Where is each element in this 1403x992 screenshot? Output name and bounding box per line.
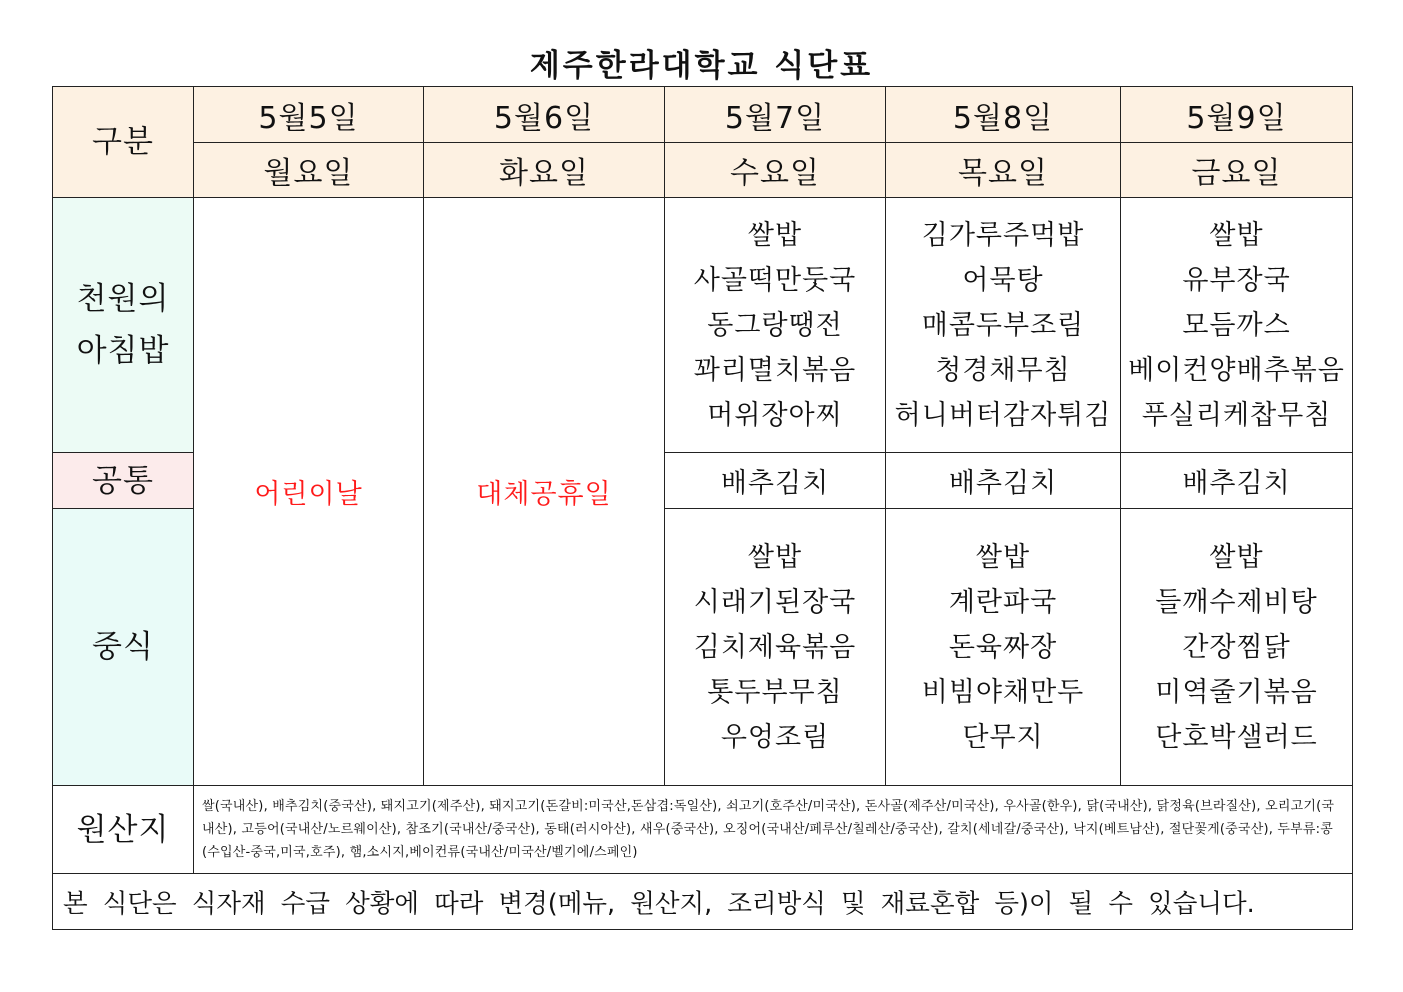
common-cell-thu: 배추김치 [886,453,1121,509]
menu-item: 쌀밥 [1209,219,1264,251]
menu-item: 베이컨양배추볶음 [1128,354,1345,386]
menu-item: 꽈리멸치볶음 [693,354,857,386]
breakfast-cell-fri [1121,198,1353,453]
menu-item: 동그랑땡전 [707,309,843,341]
breakfast-category-cell [53,198,194,453]
weekday-cell-tue: 화요일 [424,143,665,198]
date-cell-wed: 5월7일 [665,87,886,143]
lunch-category-cell: 중식 [53,509,194,786]
menu-item: 단무지 [962,721,1044,753]
category-header-cell [53,87,194,198]
menu-item: 단호박샐러드 [1155,721,1318,753]
date-cell-mon: 5월5일 [194,87,424,143]
breakfast-cell-wed [665,198,886,453]
menu-item: 시래기된장국 [693,586,857,618]
common-category-cell: 공통 [53,453,194,509]
breakfast-category-line1: 천원의 [76,281,170,317]
menu-item: 사골떡만둣국 [693,264,857,296]
origin-info-cell: 쌀(국내산), 배추김치(중국산), 돼지고기(제주산), 돼지고기(돈갈비:미국산,돈삼겹:독일산), 쇠고기(호주산/미국산), 돈사골(제주산/미국산), 우사골(한우), 닭(국내산), 닭정육(브라질산), 오리고기(국내산), 고등어(국내산/노르웨이산), 참조기(국내산/중국산), 동태(러시아산), 새우(중국산), 오징어(국내산/페루산/칠레산/중국산), 갈치(세네갈/중국산), 낙지(베트남산), 절단꽃게(중국산), 두부류:콩(수입산-중국,미국,호주), 햄,소시지,베이컨류(국내산/미국산/벨기에/스페인) [194,786,1353,874]
lunch-cell-thu [886,509,1121,786]
weekday-cell-fri: 금요일 [1121,143,1353,198]
category-header-label: 구분 [92,124,154,160]
weekday-cell-mon: 월요일 [194,143,424,198]
weekday-cell-thu: 목요일 [886,143,1121,198]
origin-category-cell: 원산지 [53,786,194,874]
page-title: 제주한라대학교 식단표 [529,48,874,84]
common-cell-fri: 배추김치 [1121,453,1353,509]
lunch-cell-fri [1121,509,1353,786]
breakfast-cell-thu [886,198,1121,453]
date-cell-tue: 5월6일 [424,87,665,143]
menu-item: 우엉조림 [720,721,830,753]
date-cell-fri: 5월9일 [1121,87,1353,143]
common-cell-wed: 배추김치 [665,453,886,509]
menu-item: 간장찜닭 [1182,631,1291,663]
menu-item: 톳두부무침 [707,676,843,708]
holiday-cell-tue: 대체공휴일 [424,198,665,786]
notice-text: 본 식단은 식자재 수급 상황에 따라 변경(메뉴, 원산지, 조리방식 및 재료혼합 등)이 될 수 있습니다. [53,874,1353,930]
menu-item: 매콤두부조림 [921,309,1085,341]
menu-item: 들깨수제비탕 [1155,586,1318,618]
menu-item: 머위장아찌 [707,399,843,431]
holiday-cell-mon: 어린이날 [194,198,424,786]
breakfast-category-line2: 아침밥 [76,333,170,369]
menu-item: 청경채무침 [935,354,1071,386]
menu-item: 유부장국 [1182,264,1291,296]
menu-item: 김치제육볶음 [693,631,857,663]
menu-item: 어묵탕 [962,264,1044,296]
menu-item: 쌀밥 [747,219,803,251]
menu-item: 김가루주먹밥 [921,219,1085,251]
menu-item: 쌀밥 [747,541,803,573]
menu-item: 계란파국 [948,586,1058,618]
menu-item: 쌀밥 [1209,541,1264,573]
date-cell-thu: 5월8일 [886,87,1121,143]
menu-item: 미역줄기볶음 [1155,676,1318,708]
menu-item: 비빔야채만두 [921,676,1085,708]
weekday-cell-wed: 수요일 [665,143,886,198]
menu-item: 푸실리케찹무침 [1141,399,1332,431]
menu-item: 돈육짜장 [948,631,1058,663]
lunch-cell-wed [665,509,886,786]
menu-item: 쌀밥 [975,541,1031,573]
menu-item: 허니버터감자튀김 [894,399,1112,431]
menu-item: 모듬까스 [1182,309,1291,341]
menu-table [52,86,1353,930]
